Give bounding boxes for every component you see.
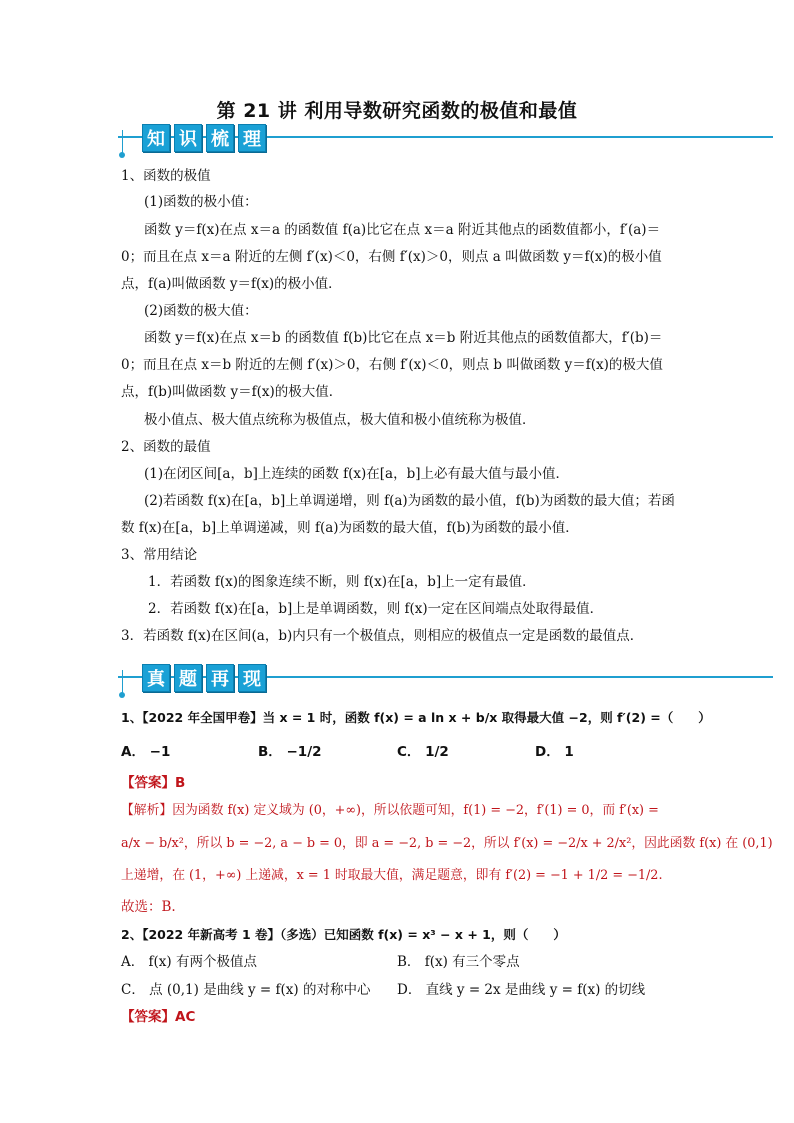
- text-line: 函数 y＝f(x)在点 x＝b 的函数值 f(b)比它在点 x＝b 附近其他点的函数值都大，f′(b)＝: [144, 330, 663, 346]
- text-line: (2)若函数 f(x)在[a，b]上单调递增，则 f(a)为函数的最小值，f(b)为函数的最大值；若函: [144, 493, 675, 509]
- answer-1: 【答案】B: [121, 775, 186, 791]
- section-label: [142, 124, 266, 152]
- section-vline: [122, 130, 123, 154]
- label-char: 识: [174, 124, 202, 152]
- option-b: B． −1/2: [258, 744, 322, 760]
- question-1-stem: 1、【2022 年全国甲卷】当 x = 1 时，函数 f(x) = a ln x + b/x 取得最大值 −2，则 f′(2) =（ ）: [121, 710, 711, 725]
- page-title: 第 21 讲 利用导数研究函数的极值和最值: [216, 100, 578, 122]
- section-dot: [119, 692, 125, 698]
- text-line: 点，f(b)叫做函数 y＝f(x)的极大值．: [121, 384, 343, 400]
- question-1-options: [121, 742, 661, 764]
- text-line: 数 f(x)在[a，b]上单调递减，则 f(a)为函数的最大值，f(b)为函数的最小值．: [121, 520, 579, 536]
- label-char: 理: [238, 124, 266, 152]
- option-d: D． 直线 y = 2x 是曲线 y = f(x) 的切线: [397, 982, 646, 998]
- option-a: A． f(x) 有两个极值点: [121, 954, 257, 970]
- text-line: 3．若函数 f(x)在区间(a，b)内只有一个极值点，则相应的极值点一定是函数的最值点．: [121, 628, 644, 644]
- text-line: (1)在闭区间[a，b]上连续的函数 f(x)在[a，b]上必有最大值与最小值．: [144, 466, 570, 482]
- analysis-line: 上递增，在 (1，+∞) 上递减，x = 1 时取最大值，满足题意，即有 f′(2) = −1 + 1/2 = −1/2.: [121, 868, 663, 883]
- analysis-line: a/x − b/x²，所以 b = −2, a − b = 0，即 a = −2, b = −2，所以 f′(x) = −2/x + 2/x²，因此函数 f(x) 在 (0,1): [121, 836, 773, 851]
- option-c: C． 点 (0,1) 是曲线 y = f(x) 的对称中心: [121, 982, 371, 998]
- label-char: 真: [142, 664, 170, 692]
- subheading-maximum: (2)函数的极大值：: [144, 303, 258, 319]
- question-2-options-row1: [121, 952, 681, 974]
- analysis-conclusion: 故选：B.: [121, 899, 176, 915]
- heading-conclusions: 3、常用结论: [121, 547, 198, 563]
- label-char: 梳: [206, 124, 234, 152]
- option-c: C． 1/2: [397, 744, 449, 760]
- question-2-options-row2: [121, 980, 681, 1002]
- text-line: 2．若函数 f(x)在[a，b]上是单调函数，则 f(x)一定在区间端点处取得最值．: [148, 601, 604, 617]
- label-char: 知: [142, 124, 170, 152]
- text-line: 0；而且在点 x＝a 附近的左侧 f′(x)＜0，右侧 f′(x)＞0，则点 a 叫做函数 y＝f(x)的极小值: [121, 249, 662, 265]
- text-line: 0；而且在点 x＝b 附近的左侧 f′(x)＞0，右侧 f′(x)＜0，则点 b 叫做函数 y＝f(x)的极大值: [121, 357, 663, 373]
- heading-extrema: 1、函数的极值: [121, 168, 211, 184]
- option-d: D． 1: [535, 744, 574, 760]
- text-line: 极小值点、极大值点统称为极值点，极大值和极小值统称为极值．: [144, 412, 536, 428]
- section-dot: [119, 152, 125, 158]
- heading-max-min: 2、函数的最值: [121, 439, 211, 455]
- text-line: 点，f(a)叫做函数 y＝f(x)的极小值．: [121, 276, 342, 292]
- section-header-knowledge: [118, 126, 773, 166]
- subheading-minimum: (1)函数的极小值：: [144, 194, 258, 210]
- section-vline: [122, 670, 123, 694]
- text-line: 函数 y＝f(x)在点 x＝a 的函数值 f(a)比它在点 x＝a 附近其他点的函数值都小，f′(a)＝: [144, 222, 661, 238]
- label-char: 现: [238, 664, 266, 692]
- option-a: A． −1: [121, 744, 171, 760]
- label-char: 题: [174, 664, 202, 692]
- label-char: 再: [206, 664, 234, 692]
- text-line: 1．若函数 f(x)的图象连续不断，则 f(x)在[a，b]上一定有最值．: [148, 574, 536, 590]
- section-label: [142, 664, 266, 692]
- question-2-stem: 2、【2022 年新高考 1 卷】（多选）已知函数 f(x) = x³ − x + 1，则（ ）: [121, 927, 566, 942]
- analysis-line: 【解析】因为函数 f(x) 定义域为 (0，+∞)，所以依题可知，f(1) = −2，f′(1) = 0，而 f′(x) =: [121, 803, 659, 818]
- option-b: B． f(x) 有三个零点: [397, 954, 520, 970]
- section-header-real-exams: [118, 666, 773, 706]
- answer-2: 【答案】AC: [121, 1009, 196, 1025]
